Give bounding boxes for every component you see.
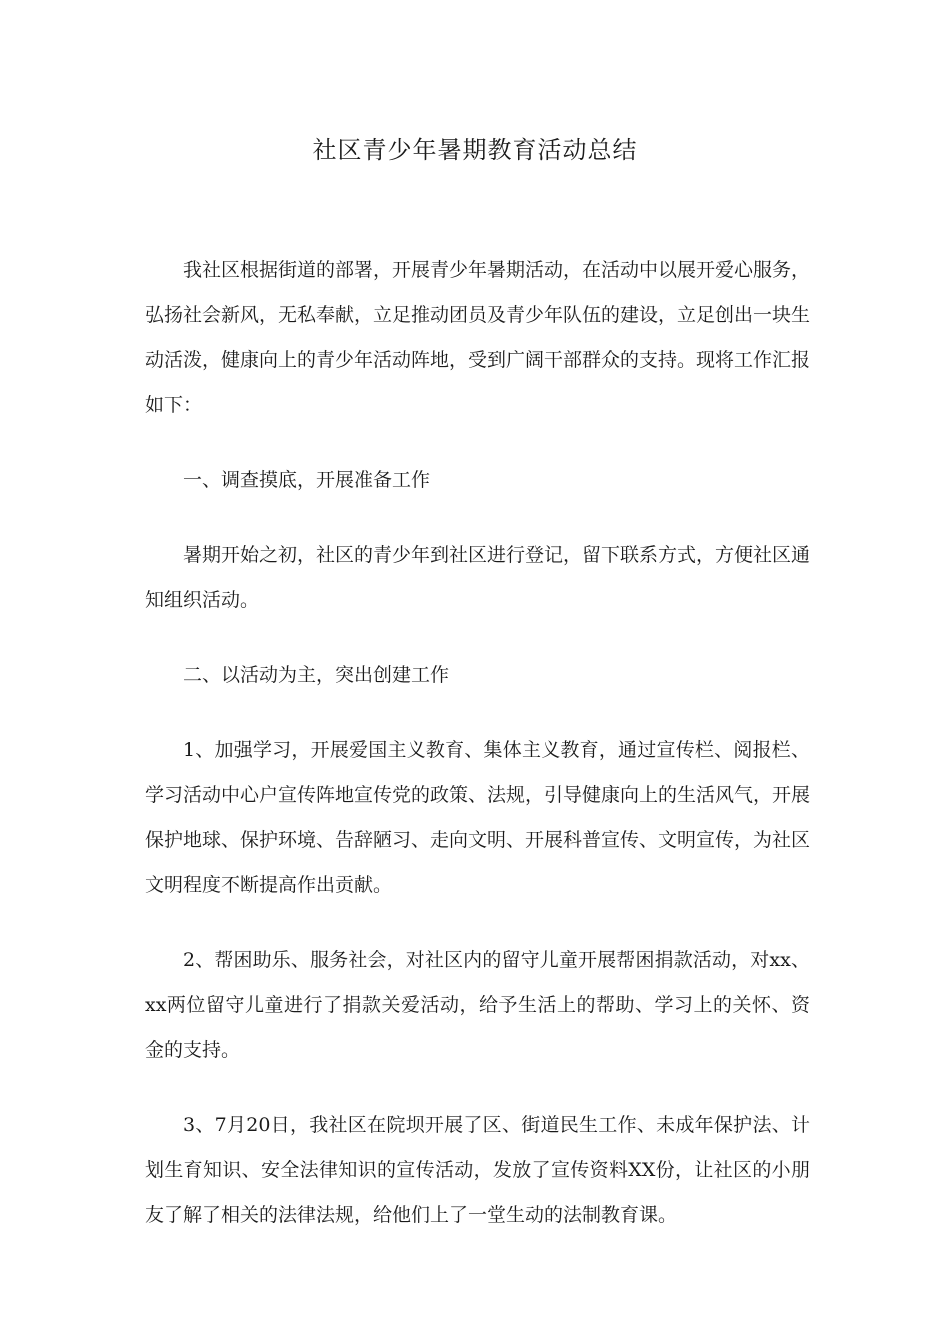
section-heading-1: 一、调查摸底，开展准备工作 <box>183 469 431 491</box>
section-heading-2: 二、以活动为主，突出创建工作 <box>183 664 450 686</box>
document-title: 社区青少年暑期教育活动总结 <box>312 136 638 164</box>
intro-paragraph: 我社区根据街道的部署，开展青少年暑期活动，在活动中以展开爱心服务，弘扬社会新风，无私奉献，立足推动团员及青少年队伍的建设，立足创出一块生动活泼，健康向上的青少年活动阵地，受到广阔干部群众的支持。现将工作汇报如下： <box>145 259 811 416</box>
document-body <box>145 248 810 1268</box>
section-1-paragraph: 暑期开始之初，社区的青少年到社区进行登记，留下联系方式，方便社区通知组织活动。 <box>145 544 811 611</box>
item-2-paragraph: 2、帮困助乐、服务社会，对社区内的留守儿童开展帮困捐款活动，对xx、xx两位留守儿童进行了捐款关爱活动，给予生活上的帮助、学习上的关怀、资金的支持。 <box>145 949 810 1061</box>
item-1-paragraph: 1、加强学习，开展爱国主义教育、集体主义教育，通过宣传栏、阅报栏、学习活动中心户宣传阵地宣传党的政策、法规，引导健康向上的生活风气，开展保护地球、保护环境、告辞陋习、走向文明、开展科普宣传、文明宣传，为社区文明程度不断提高作出贡献。 <box>145 739 811 896</box>
item-3-paragraph: 3、7月20日，我社区在院坝开展了区、街道民生工作、未成年保护法、计划生育知识、安全法律知识的宣传活动，发放了宣传资料XX份，让社区的小朋友了解了相关的法律法规，给他们上了一堂生动的法制教育课。 <box>145 1114 810 1226</box>
